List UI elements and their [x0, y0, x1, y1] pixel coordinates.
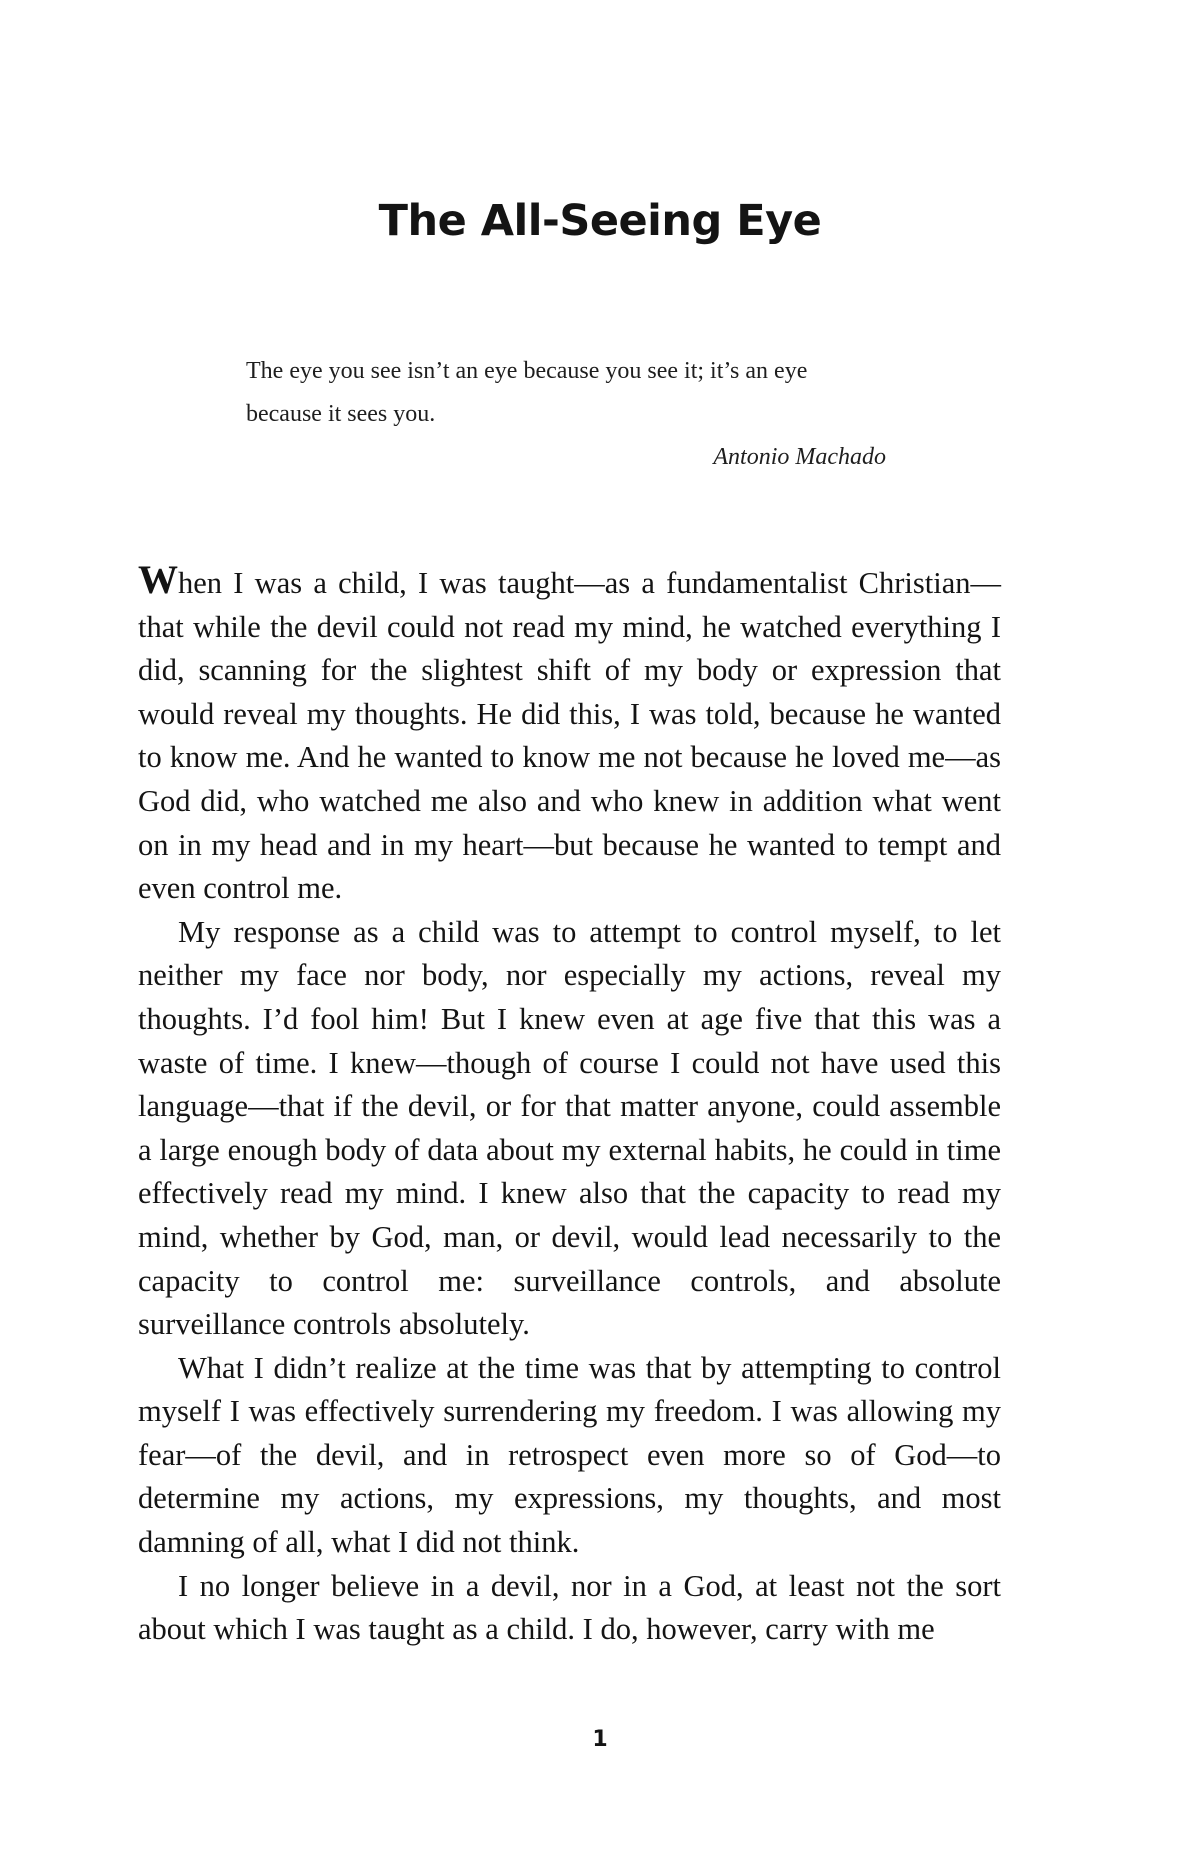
- page-number: 1: [592, 1727, 608, 1752]
- epigraph-quote: The eye you see isn’t an eye because you see it; it’s an eye because it sees you.: [246, 358, 808, 427]
- epigraph-author: Antonio Machado: [713, 444, 886, 470]
- chapter-title: The All-Seeing Eye: [378, 196, 822, 246]
- drop-letter: W: [138, 557, 178, 602]
- body-paragraph-2: My response as a child was to attempt to control myself, to let neither my face nor body, nor especially my actions, reveal my thoughts. I’d fool him! But I knew even at age five that this was a waste of time. I knew—though of course I could not have used this language—that if the devil, or for that matter anyone, could assemble a large enough body of data about my external habits, he could in time effectively read my mind. I knew also that the capacity to read my mind, whether by God, man, or devil, would lead necessarily to the capacity to control me: surveillance controls, and absolute surveillance controls absolutely.: [138, 914, 1001, 1342]
- body-paragraph-1-text: hen I was a child, I was taught—as a fundamentalist Christian—that while the devil could not read my mind, he watched everything I did, scanning for the slightest shift of my body or expression that would reveal my thoughts. He did this, I was told, because he wanted to know me. And he wanted to know me not because he loved me—as God did, who watched me also and who knew in addition what went on in my head and in my heart—but because he wanted to tempt and even control me.: [138, 566, 1001, 906]
- body-paragraph-1: [138, 557, 1001, 911]
- body-paragraph-3: What I didn’t realize at the time was that by attempting to control myself I was effectively surrendering my freedom. I was allowing my fear—of the devil, and in retrospect even more so of God—to determine my actions, my expressions, my thoughts, and most damning of all, what I did not think.: [138, 1350, 1001, 1560]
- chapter-body: [138, 557, 1001, 1652]
- body-paragraph-4: I no longer believe in a devil, nor in a God, at least not the sort about which I was taught as a child. I do, however, carry with me: [138, 1568, 1001, 1647]
- epigraph: [246, 350, 886, 471]
